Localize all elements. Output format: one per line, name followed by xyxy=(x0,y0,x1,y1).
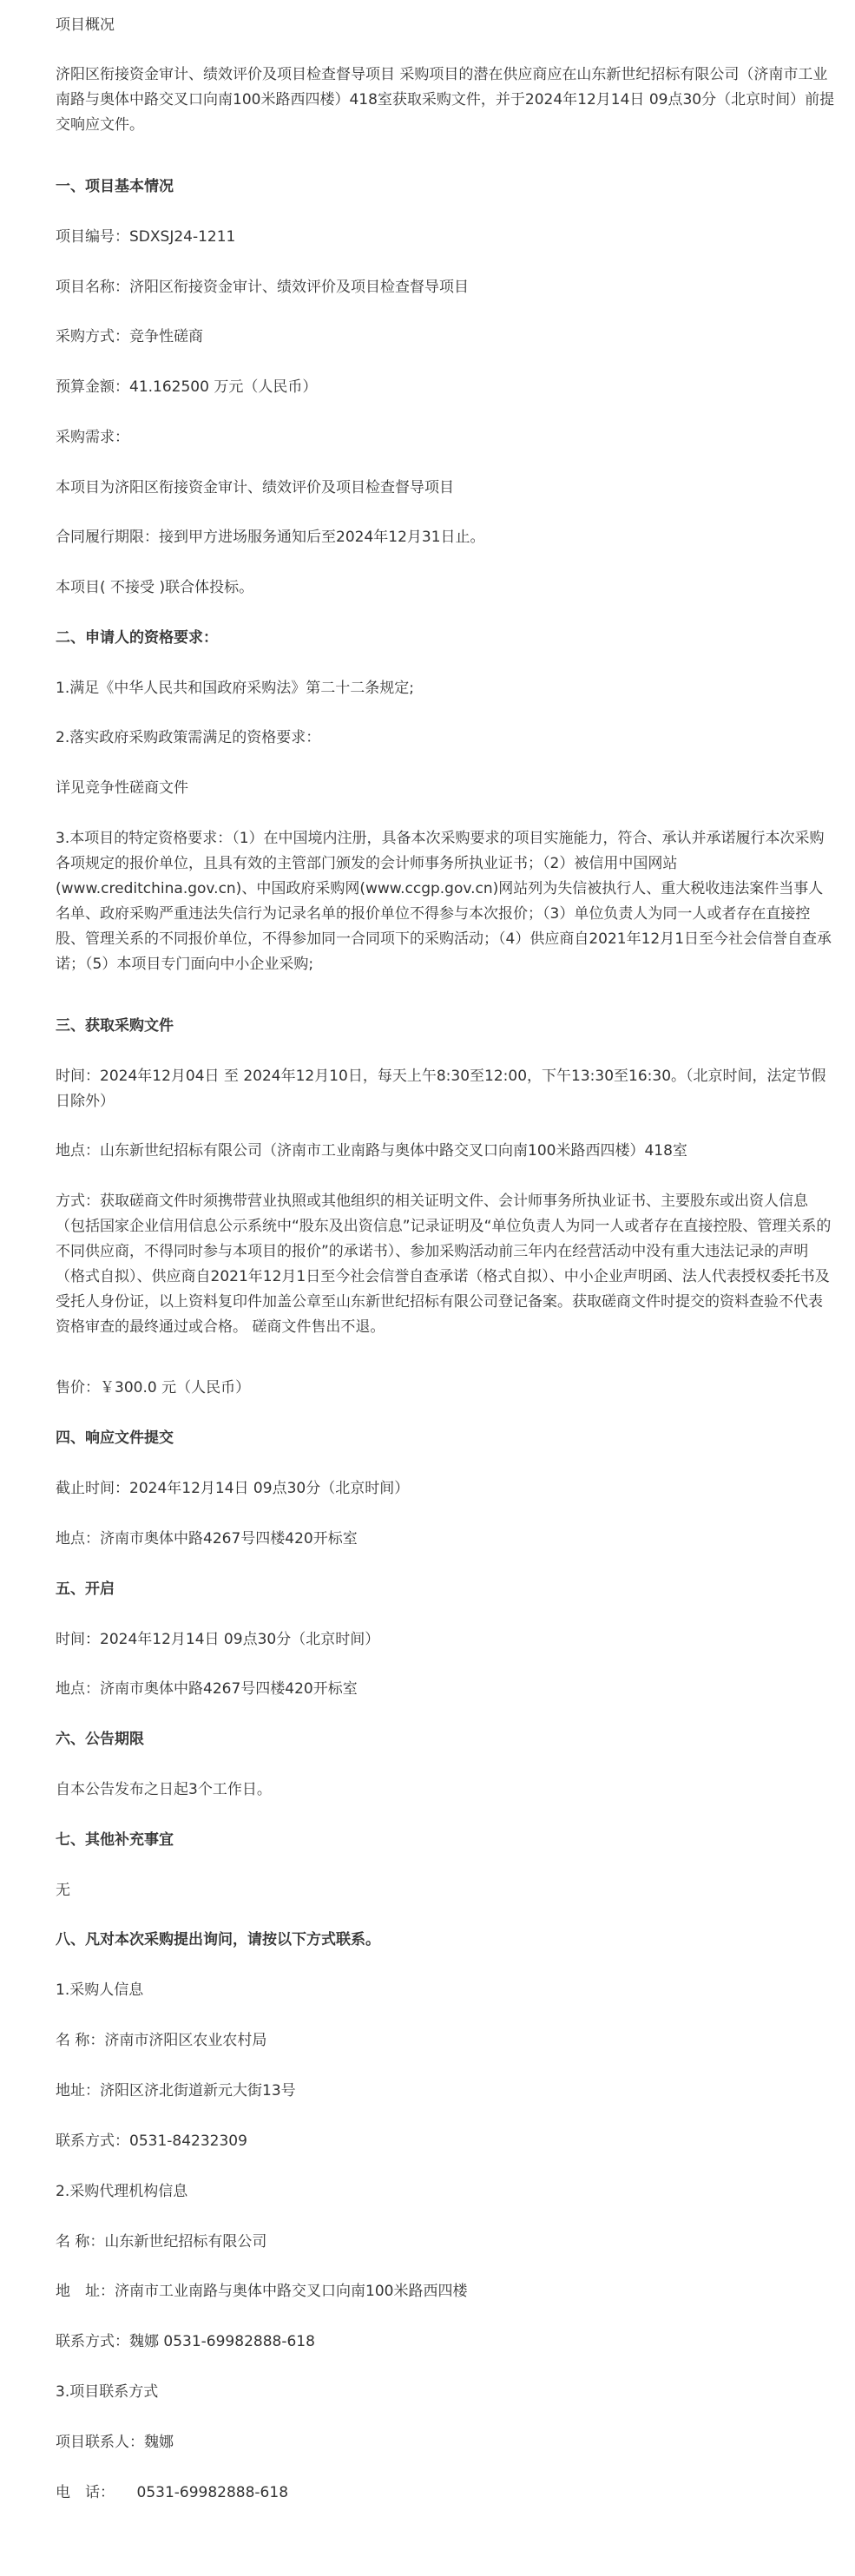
procurement-method: 采购方式：竞争性磋商 xyxy=(56,328,203,345)
obtain-place: 地点：山东新世纪招标有限公司（济南市工业南路与奥体中路交叉口向南100米路西四楼）418室 xyxy=(56,1142,687,1160)
agency-contact: 联系方式：魏娜 0531-69982888-618 xyxy=(56,2333,315,2350)
budget-amount: 预算金额：41.162500 万元（人民币） xyxy=(56,378,318,396)
overview-intro: 济阳区衔接资金审计、绩效评价及项目检查督导项目 采购项目的潜在供应商应在山东新世纪招标有限公司（济南市工业南路与奥体中路交叉口向南100米路西四楼）418室获取采购文件，并于2024年12月14日 09点30分（北京时间）前提交响应文件。 xyxy=(56,66,835,134)
document-price: 售价：￥300.0 元（人民币） xyxy=(56,1379,251,1396)
section7-heading: 七、其他补充事宜 xyxy=(56,1831,174,1849)
project-number: 项目编号：SDXSJ24-1211 xyxy=(56,228,236,246)
purchaser-info-label: 1.采购人信息 xyxy=(56,1981,144,1999)
purchaser-address: 地址：济阳区济北街道新元大街13号 xyxy=(56,2082,296,2100)
requirement-1: 1.满足《中华人民共和国政府采购法》第二十二条规定; xyxy=(56,680,414,697)
obtain-time: 时间：2024年12月04日 至 2024年12月10日，每天上午8:30至12:00，下午13:30至16:30。（北京时间，法定节假日除外） xyxy=(56,1068,826,1110)
project-contact-person: 项目联系人：魏娜 xyxy=(56,2434,174,2451)
section5-heading: 五、开启 xyxy=(56,1580,115,1598)
consortium-note: 本项目( 不接受 )联合体投标。 xyxy=(56,579,254,596)
purchaser-name: 名 称：济南市济阳区农业农村局 xyxy=(56,2032,267,2049)
requirement-3: 3.本项目的特定资格要求：（1）在中国境内注册，具备本次采购要求的项目实施能力，符合、承认并承诺履行本次采购各项规定的报价单位，且具有效的主管部门颁发的会计师事务所执业证书；（2）被信用中国网站(www.creditchina.gov.cn)、中国政府采购网(www.ccgp.gov.cn)网站列为失信被执行人、重大税收违法案件当事人名单、政府采购严重违法失信行为记录名单的报价单位不得参与本次报价；（3）单位负责人为同一人或者存在直接控股、管理关系的不同报价单位，不得参加同一合同项下的采购活动；（4）供应商自2021年12月1日至今社会信誉自查承诺；（5）本项目专门面向中小企业采购; xyxy=(56,830,832,973)
opening-time: 时间：2024年12月14日 09点30分（北京时间） xyxy=(56,1631,380,1648)
section1-heading: 一、项目基本情况 xyxy=(56,178,174,195)
supplementary-matters: 无 xyxy=(56,1882,70,1899)
agency-name: 名 称：山东新世纪招标有限公司 xyxy=(56,2233,267,2251)
opening-place: 地点：济南市奥体中路4267号四楼420开标室 xyxy=(56,1680,358,1698)
project-phone: 电 话： 0531-69982888-618 xyxy=(56,2484,289,2501)
contract-period: 合同履行期限：接到甲方进场服务通知后至2024年12月31日止。 xyxy=(56,529,485,546)
section6-heading: 六、公告期限 xyxy=(56,1731,144,1748)
section2-heading: 二、申请人的资格要求： xyxy=(56,629,218,647)
agency-address: 地 址：济南市工业南路与奥体中路交叉口向南100米路西四楼 xyxy=(56,2283,468,2300)
submission-place: 地点：济南市奥体中路4267号四楼420开标室 xyxy=(56,1530,358,1548)
submission-deadline: 截止时间：2024年12月14日 09点30分（北京时间） xyxy=(56,1480,410,1497)
demand-label: 采购需求： xyxy=(56,429,129,446)
section4-heading: 四、响应文件提交 xyxy=(56,1429,174,1447)
section3-heading: 三、获取采购文件 xyxy=(56,1017,174,1035)
requirement-2-detail: 详见竞争性磋商文件 xyxy=(56,779,188,797)
demand-text: 本项目为济阳区衔接资金审计、绩效评价及项目检查督导项目 xyxy=(56,479,454,496)
overview-title: 项目概况 xyxy=(56,16,115,34)
obtain-way: 方式：获取磋商文件时须携带营业执照或其他组织的相关证明文件、会计师事务所执业证书、主要股东或出资人信息（包括国家企业信用信息公示系统中“股东及出资信息”记录证明及“单位负责人为同一人或者存在直接控股、管理关系的不同供应商，不得同时参与本项目的报价”的承诺书）、参加采购活动前三年内在经营活动中没有重大违法记录的声明（格式自拟）、供应商自2021年12月1日至今社会信誉自查承诺（格式自拟）、中小企业声明函、法人代表授权委托书及受托人身份证，以上资料复印件加盖公章至山东新世纪招标有限公司登记备案。获取磋商文件时提交的资料查验不代表资格审查的最终通过或合格。 磋商文件售出不退。 xyxy=(56,1193,832,1336)
project-name: 项目名称：济阳区衔接资金审计、绩效评价及项目检查督导项目 xyxy=(56,279,469,296)
requirement-2: 2.落实政府采购政策需满足的资格要求： xyxy=(56,729,321,746)
agency-info-label: 2.采购代理机构信息 xyxy=(56,2183,188,2200)
announcement-period: 自本公告发布之日起3个工作日。 xyxy=(56,1781,272,1798)
project-contact-label: 3.项目联系方式 xyxy=(56,2383,159,2401)
section8-heading: 八、凡对本次采购提出询问，请按以下方式联系。 xyxy=(56,1931,380,1948)
purchaser-contact: 联系方式：0531-84232309 xyxy=(56,2132,247,2150)
